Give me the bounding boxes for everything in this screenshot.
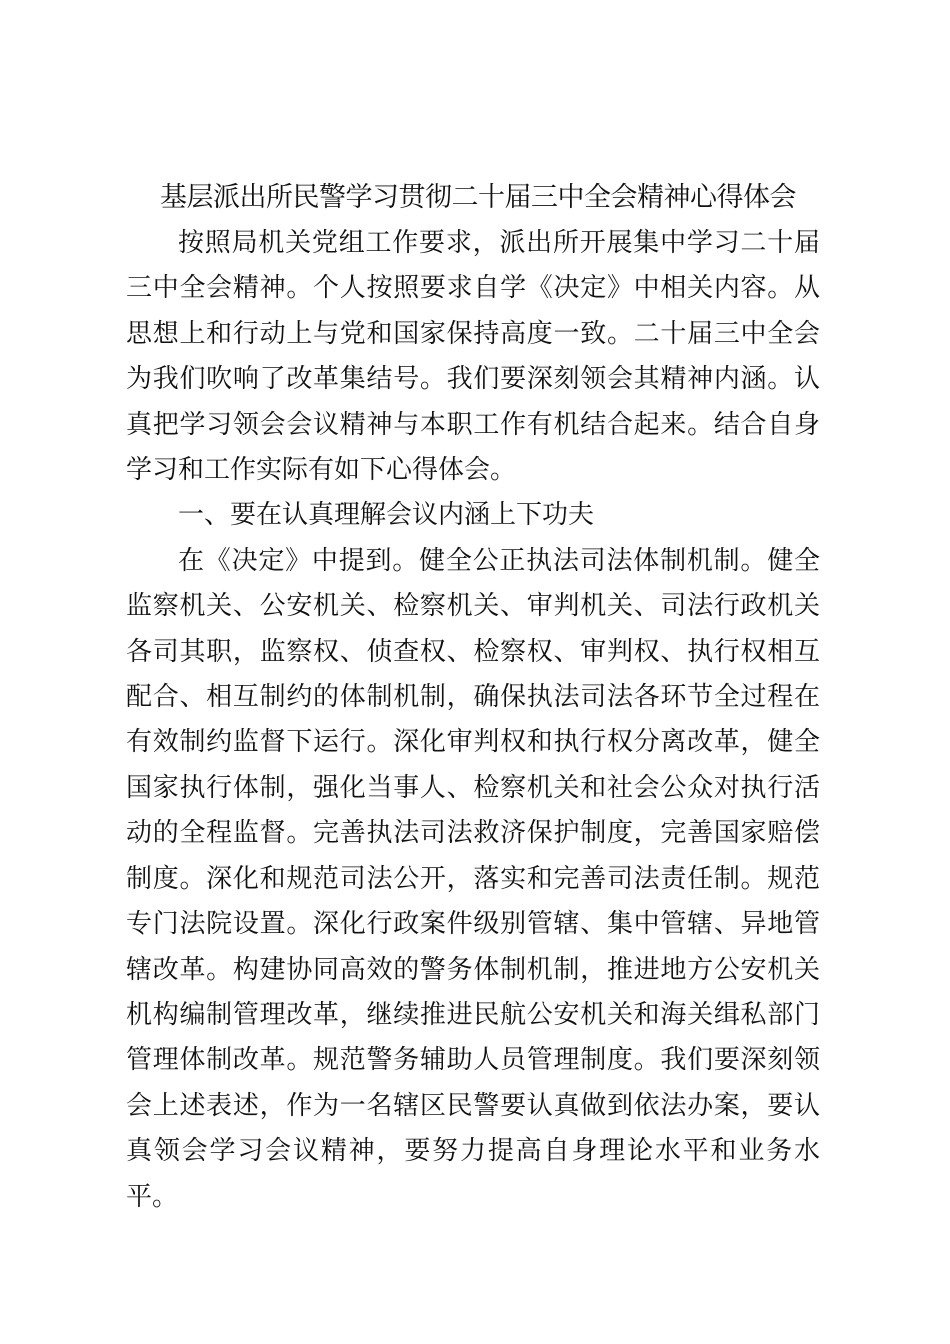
document-title: 基层派出所民警学习贯彻二十届三中全会精神心得体会 [160, 182, 796, 213]
section-heading-1: 一、要在认真理解会议内涵上下功夫 [178, 500, 595, 531]
intro-paragraph: 按照局机关党组工作要求，派出所开展集中学习二十届三中全会精神。个人按照要求自学《决定》中相关内容。从思想上和行动上与党和国家保持高度一致。二十届三中全会为我们吹响了改革集结号。我们要深刻领会其精神内涵。认真把学习领会会议精神与本职工作有机结合起来。结合自身学习和工作实际有如下心得体会。 [126, 228, 820, 486]
section-paragraph-1: 在《决定》中提到。健全公正执法司法体制机制。健全监察机关、公安机关、检察机关、审判机关、司法行政机关各司其职，监察权、侦查权、检察权、审判权、执行权相互配合、相互制约的体制机制，确保执法司法各环节全过程在有效制约监督下运行。深化审判权和执行权分离改革，健全国家执行体制，强化当事人、检察机关和社会公众对执行活动的全程监督。完善执法司法救济保护制度，完善国家赔偿制度。深化和规范司法公开，落实和完善司法责任制。规范专门法院设置。深化行政案件级别管辖、集中管辖、异地管辖改革。构建协同高效的警务体制机制，推进地方公安机关机构编制管理改革，继续推进民航公安机关和海关缉私部门管理体制改革。规范警务辅助人员管理制度。我们要深刻领会上述表述，作为一名辖区民警要认真做到依法办案，要认真领会学习会议精神，要努力提高自身理论水平和业务水平。 [126, 545, 820, 1212]
document-body [126, 221, 820, 1220]
